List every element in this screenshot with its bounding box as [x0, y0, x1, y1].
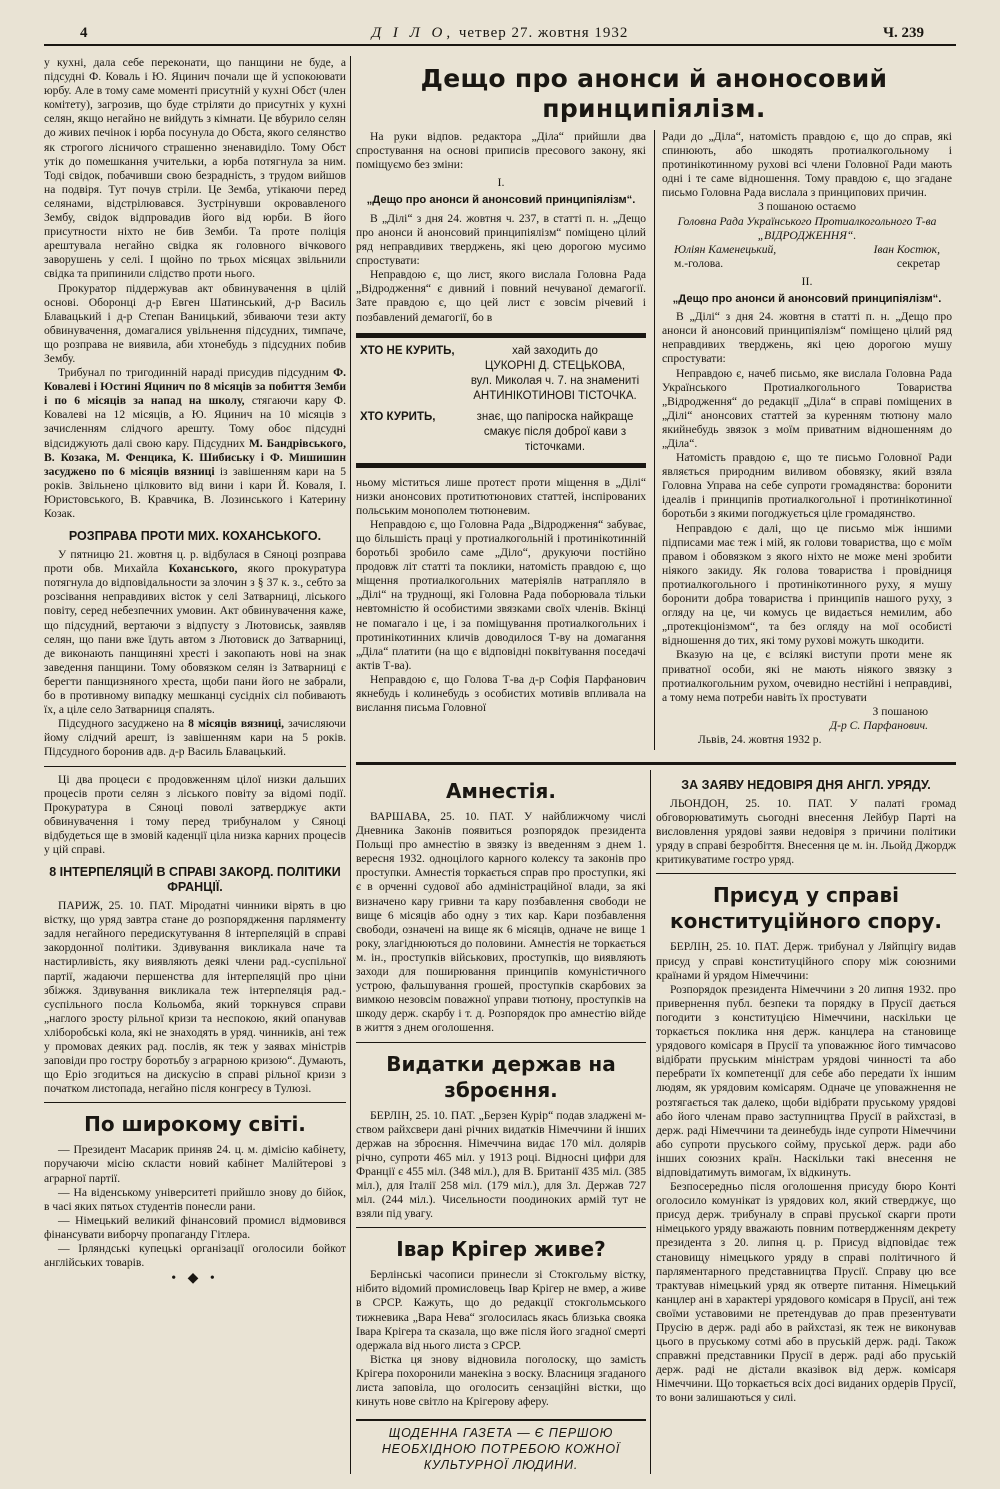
left-paragraph: ньому міститься лише протест проти міщення в „Ділі“ низки анонсових протитютюнових статтей, інспірованих польським монополем тютюневим. — [356, 475, 646, 517]
constitutional-paragraph: Безпосередньо після оголошення присуду бюро Конті оголосило комунікат із урядових кол, який стверджує, що присуд держ. трибуналу в справі пруської скарги проти німецького уряду вважають повним потвердженням декрету президента з 20. липня ц. р. Присуд відповідає теж становищу німецького уряду в справі політичного й парляментарного представництва Прусії. Справу цю все трактував німецький уряд як отверте питання. Німецький канцлер ані в характері урядового комісаря в Прусії, ані теж своїми уставовими не претендував до прав презентувати Прусію в держ. раді або в райхстазі, як теж не виконував цього в пруському сотмі або в пруській держ. раді. Також справжні представники Прусії в держ. раді або пруській держ. раді не дістали вказівок від держ. комісаря Німеччини. Що торкається всіх досі виданих ордерів Прусії, то вони залишаються у силі. — [656, 1180, 956, 1405]
left-paragraph: Неправдою є, що Головна Рада „Відродження“ забуває, що більшість праці у протиалкогольній і протинікотинній боротьбі зробило саме „Діло“, друкуючи постійно продовж літ статті та поклики, натомість правдою є, що міщення протиалкогольних матеріялів натрапляло в „Ділі“ на труднощі, які Головна Рада поборювала тільки невтомністю й особистими звязками своїх членів. Вкінці не помагало і це, і за поміщування протиалкогольних і протинікотинних кличів доводилося Т-ву на домагання „Діла“ платити (на що є відповідні поквітування поседачі актів Т-ва). — [356, 517, 646, 672]
world-heading: По широкому світі. — [84, 1112, 306, 1137]
kokhansky-text: Підсудного засуджено на — [58, 717, 189, 731]
end-ornament: • ◆ • — [171, 1271, 219, 1287]
world-item: — Ірляндські купецькі організації оголосили бойкот англійських товарів. — [44, 1242, 346, 1270]
closing-regards: З пошаною остаємо — [757, 200, 857, 214]
signer-role: секретар — [896, 256, 940, 270]
signer-name: Юліян Каменецький, — [674, 242, 777, 256]
ad-label: ХТО КУРИТЬ, — [360, 410, 436, 423]
section-numeral: І. — [497, 175, 505, 190]
page-number: 4 — [80, 25, 88, 41]
england-paragraph: ЛЬОНДОН, 25. 10. ПАТ. У палаті громад обговорюватимуть сьогодні внесення Лейбур Парті на висловлення урядові заяви недовіря з причини політики уряду в справі безробіття. Внесення це м. ін. Льойд Джордж критикуватиме гостро уряд. — [656, 797, 956, 867]
newspaper-slogan: ЩОДЕННА ГАЗЕТА — Є ПЕРШОЮ НЕОБХІДНОЮ ПОТРЕБОЮ КОЖНОЇ КУЛЬТУРНОЇ ЛЮДИНИ. — [356, 1419, 646, 1474]
verdict-text: із завішенням кари на 5 років. Звільнено цілковито від вини і кари Й. Коваля, І. Юристовського, В. Кравчика, В. Лозинського і Катерину Козак. — [44, 464, 346, 520]
trial-paragraph: Прокуратор піддержував акт обвинувачення в цілій основі. Оборонці д-р Евген Шатинський, д-р Василь Блавацький і д-р Степан Ваницький, збиваючи тези акту обвинувачення, домагалися увільнення підсудних, тимпаче, що розправа не виявила, аби хтонебудь з підсудних побив Зембу. — [44, 281, 346, 365]
signatures-row — [662, 243, 952, 257]
place-date: Львів, 24. жовтня 1932 р. — [698, 732, 822, 746]
divider — [44, 1102, 346, 1103]
right-paragraph: Натомість правдою є, що те письмо Головної Ради являється природним виливом обовязку, який взяла Головна Управа на себе супроти громадянства: боронити ідеалів і принципів протиалкогольної і протинікотинної боротьби з якими погоджується ціле громадянство. — [662, 451, 952, 521]
kokhansky-heading: РОЗПРАВА ПРОТИ МИХ. КОХАНСЬКОГО. — [68, 529, 322, 544]
ad-text: хай заходить до — [512, 344, 598, 357]
kokhansky-text: зачисляючи йому слідчий арешт, із завішенням кари на 5 років. Підсудного боронив адв. д-р Василь Блавацький. — [44, 717, 346, 759]
masthead — [44, 22, 956, 46]
ad-row — [360, 344, 642, 359]
world-item: — Президент Масарик приняв 24. ц. м. дімісію кабінету, поручаючи місію скласти новий кабінет Малійтерові з аграрної партії. — [44, 1143, 346, 1185]
verdict-bold: М. Бандрівського, В. Козака, М. Фенцика, К. Шибиську і Ф. Мишишин засуджено по 6 місяців вязниці — [44, 436, 346, 478]
column-middle-bottom — [356, 770, 646, 1474]
kokhansky-text: У пятницю 21. жовтня ц. р. відбулася в Сяноці розправа проти обв. Михайла — [44, 548, 346, 576]
kreuger-heading: Івар Крігер живе? — [396, 1237, 606, 1262]
announcements-right — [662, 130, 952, 747]
left-paragraph: Неправдою є, що лист, якого вислала Головна Рада „Відродження“ є дивний і повний нечуваної демагогії. Зате правдою є, що цей лист є зовсім річевий і позбавлений демагогії, бо в — [356, 268, 646, 324]
issue-number: Ч. 239 — [882, 25, 924, 41]
kokhansky-paragraph: Ці два процеси є продовженням цілої низки дальших процесів проти селян з ліського повіту за відомі події. Прокуратура в Сяноці поволі затверджує акти обвинувачення і тому перед трибуналом у Сяноці відбудеться ще в змовій каденції ціла низка карних процесів у цій справі. — [44, 772, 346, 856]
intro-paragraph: На руки відпов. редактора „Діла“ прийшли два спростування на основі приписів пресового закону, які поміщуємо без зміни: — [356, 130, 646, 172]
kreuger-paragraph: Берлінські часописи принесли зі Стокгольму вістку, нібито відомий промисловець Івар Крігер не вмер, а живе в СРСР. Кажуть, що до редакції стокгольмського тижневика „Вара Нева“ зголосилась якась близька свояка Івара Крігера та сказала, що вже після його згадної смерті одержала від нього листа з СРСР. — [356, 1268, 646, 1352]
section-title: „Дещо про анонси й анонсовий принципіялізм“. — [366, 194, 636, 207]
ad-row — [360, 389, 642, 404]
masthead-center — [44, 22, 956, 44]
organization-signature: Головна Рада Українського Протиалкогольного Т-ва „ВІДРОДЖЕННЯ“. — [677, 214, 937, 242]
signer-role: м.-голова. — [674, 256, 724, 270]
constitutional-paragraph: БЕРЛІН, 25. 10. ПАТ. Держ. трибунал у Ляйпціґу видав присуд у справі конституційного спору між союзними країнами й урядом Німеччини: — [656, 940, 956, 982]
amnesty-paragraph: ВАРШАВА, 25. 10. ПАТ. У найближчому числі Дневника Законів появиться розпорядок президента Польщі про амнестію в звязку із введенням з днем 1. вересня 1932. одноцілого карного колексу та законів про проступки. Амнестія торкається справ про проступки, які є в орченні судової або адміністраційної влади, за які визначено кару гривни та кару позбавлення свободи не вище 6 місяців або одну з тих кар. Кари позбавлення свободи, означені на вище як 6 місяців, одначе не вище 1 року, злагіднюються до половини. Амнестія не торкається м. ін., проступків військових, проступків, що виявляють заходи для поширювання принципів комуністичного устрою, фальшування грошей, проступків скарбових за вимкою незовсім поважної управи тютюну, проступків на шкоду держ. скарбу і т. д. Розпорядок про амнестію війде в життя з днем оголошення. — [356, 810, 646, 1035]
world-item: — На віденському університеті прийшло знову до бійок, в часі яких пятьох студентів понесли рани. — [44, 1185, 346, 1213]
interpellations-paragraph: ПАРИЖ, 25. 10. ПАТ. Міродатні чинники вірять в цю вістку, що уряд завтра стане до розпорядження парляменту задля негайного передискутування 8 інтерпеляцій в справі закордонної політики. Здивування викликала наче та настирливість, яку виявляють деякі члени рад.-суспільної партії, жадаючи першенства для інтерпеляцій про ціни збіжжя. Здивування викликала теж інтерпеляція рад.-суспільного посла Кольомба, який торкнувся справи „наглого зросту рільної кризи та неспокою, який опанував хліборобські кола, які не знаходять в уряд. чинників, ані теж у промовах деяких рад. послів, як теж у заявах міністрів заповіди про гостру боротьбу з аграрною кризою“. Думають, що Еріо згодиться на дискусію в справі рільної кризи з початком листопада, негайно після конгресу в Тулюзі. — [44, 899, 346, 1096]
signatures-roles-row — [662, 257, 952, 271]
armament-heading: Видатки держав на зброєння. — [386, 1051, 616, 1102]
closing-regards: З пошаною — [872, 704, 928, 718]
ad-shop-name: ЦУКОРНІ Д. СТЕЦЬКОВА, — [484, 359, 626, 372]
right-paragraph: Неправдою є, начеб письмо, яке вислала Головна Рада Українського Протиалкогольного Товариства „Відродження“ до редакції „Діла“ в справі поміщених в „Ділі“ анонсових статтей за куренням тютюну мало якийнебудь звязок з моїм приватним відношенням до „Діла“. — [662, 366, 952, 450]
column-rule — [350, 56, 351, 1474]
paper-name: Д І Л О, — [371, 25, 455, 41]
kokhansky-paragraph — [44, 548, 346, 717]
cafe-advertisement — [356, 333, 646, 468]
left-paragraph: В „Ділі“ з дня 24. жовтня ч. 237, в статті п. н. „Дещо про анонси й анонсовий принципіялізм“ поміщено цілий ряд неправдивих тверджень, які цею дорогою мусимо спростувати: — [356, 211, 646, 268]
ad-row — [360, 359, 642, 374]
ad-spacer — [360, 374, 468, 389]
right-paragraph: В „Ділі“ з дня 24. жовтня в статті п. н. „Дещо про анонси й анонсовий принципіялізм“ поміщено цілий ряд неправдивих тверджень, які цею дорогою мушу спростувати: — [662, 310, 952, 366]
right-paragraph: Неправдою є далі, що це письмо між іншими підписами має теж і мій, як голови товариства, що є моїм правом і обовязком з якого ніхто не може мені зробити ніякого закиду. Як голова товариства і провідниця протиалкогольного і протинікотинного руху, я мушу боронити добра товариства і принципів нашого руху, з огляду на це, чи комусь це видається немилим, або „протекціонізмом“, та без огляду на мої особисті відношення до тих, які тому рухові можуть шкодити. — [662, 521, 952, 648]
armament-paragraph: БЕРЛІН, 25. 10. ПАТ. „Берзен Курір“ подав зладжені м-ством райхсвери дані річних видатків Німеччини й інших держав на зброєння. Німеччина видає 170 міл. долярів річно, супроти 465 міл. у 1913 році. Відносні цифри для Франції є 455 міл. (348 міл.), для В. Британії 435 міл. (385 міл.), для Італії 258 міл. (179 міл.), для Зл. Держав 727 міл. (244 міл.). Чисельности поодиноких армій тут не взяли під увагу. — [356, 1108, 646, 1221]
kokhansky-bold: 8 місяців вязниці, — [188, 717, 285, 731]
ad-label: ХТО НЕ КУРИТЬ, — [360, 344, 455, 357]
ad-row — [360, 374, 642, 389]
constitutional-verdict-heading: Присуд у справі конституційного спору. — [670, 883, 942, 934]
trial-paragraph: у кухні, дала себе переконати, що панщини не буде, а підсудні Ф. Коваль і Ю. Яцинич почали ще й успокоювати юрбу. Але в тому саме моменті присутній у кухні Обст (член комітету), загрозив, що буде стріляти до присутніх у кухні селян, якщо негайно не вийдуть з кімнати. Це вбурило селян до живих печінок і юрба посунула до Обста, якого селянство як строгого лісничого страшенно зненавиділо. Тому Обст утік до помешкання учительки, а юрба потягнула за ним. Тоді свідок, побачивши свою безрадність, з трудом вийшов на подвіря. Тут почув стріли. Це Зембa, утікаючи перед селянами, відстрілювався. Зустрінувши окровавленого Зембу, свідок відпровадив його від юрби. В його присутности ніхто не бив Земби. Та проте поліція арештувала негайно свідка як головного вічкового заворушень у селі. І щойно по трьох місяцах звільнили свідка та припинили слідство проти нього. — [44, 56, 346, 281]
ad-address: вул. Миколая ч. 7. на знамениті — [470, 374, 640, 387]
ad-spacer — [360, 389, 468, 404]
section-numeral: II. — [801, 273, 813, 288]
signer-name: Іван Костюк, — [873, 242, 940, 256]
kokhansky-bold: Коханського, — [168, 562, 238, 576]
verdict-bold: Ф. Ковалеві і Юстині Яцинич по 8 місяців за побиття Земби і по 6 місяців за напад на школу, — [44, 366, 346, 408]
announcements-headline: Дещо про анонси й аноносовий принципіялізм. — [420, 64, 888, 123]
verdict-text: Трибунал по тригодинній нараді присудив підсудним — [58, 366, 334, 380]
section-rule — [356, 762, 956, 765]
ad-row — [360, 410, 642, 455]
world-item: — Німецький великий фінансовий промисл відмовився фінансувати виборчу пропаганду Гітлера. — [44, 1213, 346, 1241]
column-left — [44, 56, 346, 1474]
verdict-text: стягаючи кару Ф. Ковалеві на 12 місяців, а Ю. Яцинич на 10 місяців з зачисленням слідчого арешту. Тому обоє підсудні відсиджують далі свою кару. Підсудних — [44, 394, 346, 450]
issue-date: четвер 27. жовтня 1932 — [458, 25, 629, 41]
column-rule — [650, 770, 651, 1474]
right-paragraph: Вказую на це, є всілякі виступи проти мене як приватної особи, які не мають ніякого звязку з протиалкогольним рухом, очевидно нестійні і неправдиві, а тому нема потреби навіть їх простувати — [662, 648, 952, 704]
right-paragraph: Ради до „Діла“, натомість правдою є, що до справ, які спинюють, або шкодять протиалкогольному і протинікотинному рухові всі члени Головної Ради мають одні і те саме відношення. Тому правдою є, що згадане письмо Головна Рада вислала з принципових причин. — [662, 130, 952, 200]
left-paragraph: Неправдою є, що Голова Т-ва д-р Софія Парфанович якнебудь і колинебудь з особистих мотивів впливала на вислання письма Головної — [356, 672, 646, 715]
ad-product: АНТИНІКОТИНОВІ ТІСТОЧКА. — [473, 389, 637, 402]
divider — [356, 1042, 646, 1043]
kreuger-paragraph: Вістка ця знову відновила поголоску, що замість Крігера похоронили манекіна з воску. Власниця згаданого листа заповіла, що оголосить сензаційні вістки, що кинуть нове світло на Крігерову аферу. — [356, 1352, 646, 1409]
constitutional-paragraph: Розпорядок президента Німеччини з 20 липня 1932. про привернення публ. безпеки та порядку в Прусії дається погодити з конституцією Німеччини, наскільки це торкається поклика ння держ. канцлера на становище урядового комісаря в Прусії та уповажнює його тимчасово відібрати пруським міністрам урядові чинності та або перебрати їх компетенції для себе або передати їх іншим людям, як урядовим комісарям. Одначе це уповажнення не розтягається так далеко, щоби відібрати пруському урядові або його членам право заступництва Прусії в райхстазі, в держ. раді Німеччини та деинебудь інде супроти Німеччини або супроти пруського сойму, пруської держ. ради або інших союзних країн. Наскільки такі внесення не відповідатимуть вимогам, їх відкинуть. — [656, 982, 956, 1179]
divider — [356, 1227, 646, 1228]
column-right-bottom — [656, 770, 956, 1474]
amnesty-heading: Амнестія. — [446, 779, 556, 803]
column-rule — [654, 130, 655, 750]
announcements-left — [356, 130, 646, 747]
ad-spacer — [360, 359, 468, 374]
author-signature: Д-р С. Парфанович. — [829, 718, 928, 732]
section-title: „Дещо про анонси й анонсовий принципіялізм“. — [672, 292, 942, 305]
kokhansky-paragraph — [44, 717, 346, 759]
divider — [656, 873, 956, 874]
interpellations-heading: 8 ІНТЕРПЕЛЯЦІЙ В СПРАВІ ЗАКОРД. ПОЛІТИКИ ФРАНЦІЇ. — [49, 865, 341, 895]
divider — [44, 766, 346, 767]
kokhansky-text: якого прокуратура потягнула до відповідальности за злочин з § 37 к. з., себто за розсівання неправдивих вісток у селі Затварниці, ліського повіту, серед небезпечних умовин. Акт обвинувачення каже, що підсудний, вертаючи з відпусту з Лютовиськ, заявляв селян, що пани вже їдуть автом з Лютовиск до Затварниці, де виконають панщиняні хресті і закопають нові на знак заведення панщини. Тому обовязком селян із Затварниці є берегти панщизняного хреста, щоби пани його не забрали, бо в противному випадку мешканці сусідніх сіл побивають їх, а ціле село Затварниця спалять. — [44, 562, 346, 717]
ad-text: знає, що папіроска найкраще смакує після доброї кави з тісточками. — [476, 410, 634, 453]
england-heading: ЗА ЗАЯВУ НЕДОВІРЯ ДНЯ АНГЛ. УРЯДУ. — [681, 778, 931, 792]
verdict-paragraph — [44, 366, 346, 521]
